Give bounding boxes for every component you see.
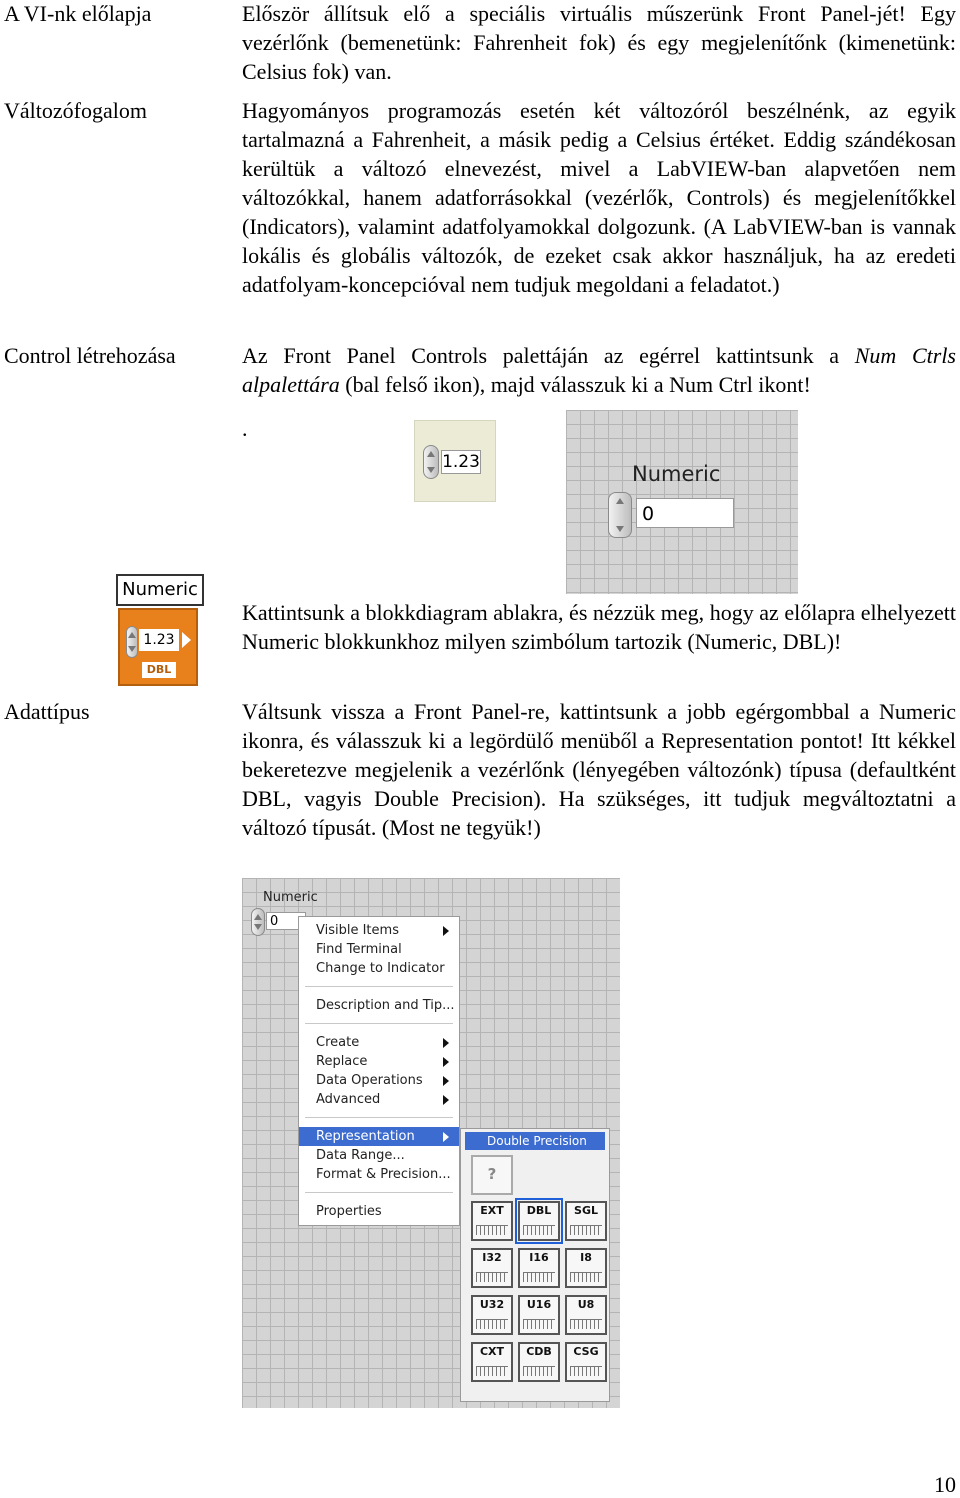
menu-item-advanced[interactable] (299, 1090, 459, 1109)
spinner-icon (126, 626, 138, 658)
menu-control-label: Numeric (263, 890, 318, 905)
menu-item-properties[interactable] (299, 1202, 459, 1221)
numeric-control-input[interactable]: 0 (636, 498, 734, 528)
chevron-right-icon (443, 1095, 449, 1105)
representation-label: I8 (580, 1251, 592, 1264)
menu-item-create[interactable] (299, 1033, 459, 1052)
paragraph-block-diagram: Kattintsunk a blokkdiagram ablakra, és nézzük meg, hogy az előlapra elhelyezett Numeric blokkunkhoz milyen szimbólum tartozik (Numeric, DBL)! (242, 600, 956, 654)
text-segment: (bal felső ikon), majd válasszuk ki a Num Ctrl ikont! (339, 372, 811, 397)
representation-i16-tile[interactable] (518, 1248, 560, 1288)
bit-pattern-icon (570, 1272, 602, 1282)
representation-cdb-tile[interactable] (518, 1342, 560, 1382)
unknown-type-tile: ? (471, 1155, 513, 1195)
menu-item-label: Advanced (316, 1092, 381, 1107)
spinner-icon (423, 445, 439, 479)
representation-label: SGL (574, 1204, 598, 1217)
menu-separator (305, 1192, 453, 1193)
menu-item-data-range[interactable] (299, 1146, 459, 1165)
chevron-right-icon (443, 1057, 449, 1067)
label-variable: Változófogalom (4, 98, 147, 123)
palette-icon-value: 1.23 (442, 452, 480, 472)
chevron-right-icon (443, 1038, 449, 1048)
menu-item-label: Change to Indicator (316, 961, 445, 976)
representation-label: U16 (526, 1298, 552, 1311)
representation-label: CDB (526, 1345, 552, 1358)
representation-label: CSG (573, 1345, 599, 1358)
menu-item-data-operations[interactable] (299, 1071, 459, 1090)
representation-u32-tile[interactable] (471, 1295, 513, 1335)
menu-item-label: Data Operations (316, 1073, 423, 1088)
representation-label: I32 (482, 1251, 502, 1264)
text-emphasis: Num Ctrls alpalettára (242, 343, 956, 397)
bit-pattern-icon (476, 1272, 508, 1282)
chevron-right-icon (443, 926, 449, 936)
bit-pattern-icon (523, 1319, 555, 1329)
representation-u16-tile[interactable] (518, 1295, 560, 1335)
representation-label: U8 (577, 1298, 595, 1311)
spinner-icon[interactable] (251, 908, 265, 936)
label-vi-front: A VI-nk előlapja (4, 1, 152, 26)
representation-label: DBL (526, 1204, 552, 1217)
context-menu-screenshot (242, 878, 620, 1408)
representation-sgl-tile[interactable] (565, 1201, 607, 1241)
numeric-terminal (116, 574, 204, 686)
label-datatype: Adattípus (4, 699, 90, 724)
menu-item-description-and-tip[interactable] (299, 996, 459, 1015)
bit-pattern-icon (570, 1319, 602, 1329)
menu-item-find-terminal[interactable] (299, 940, 459, 959)
terminal-type-badge: DBL (142, 662, 176, 678)
menu-item-format-precision[interactable] (299, 1165, 459, 1184)
representation-i32-tile[interactable] (471, 1248, 513, 1288)
bit-pattern-icon (476, 1366, 508, 1376)
front-panel-grid (566, 410, 798, 594)
terminal-arrow-icon (182, 632, 191, 648)
representation-csg-tile[interactable] (565, 1342, 607, 1382)
chevron-right-icon (443, 1076, 449, 1086)
menu-item-label: Description and Tip... (316, 998, 455, 1013)
menu-item-label: Properties (316, 1204, 382, 1219)
bit-pattern-icon (523, 1225, 555, 1235)
menu-item-label: Format & Precision... (316, 1167, 451, 1182)
bit-pattern-icon (476, 1319, 508, 1329)
chevron-right-icon (443, 1132, 449, 1142)
menu-item-visible-items[interactable] (299, 921, 459, 940)
representation-label: I16 (529, 1251, 549, 1264)
menu-separator (305, 1023, 453, 1024)
terminal-value: 1.23 (139, 629, 179, 651)
menu-item-label: Visible Items (316, 923, 399, 938)
menu-item-change-to-indicator[interactable] (299, 959, 459, 978)
menu-item-label: Data Range... (316, 1148, 405, 1163)
paragraph-variable-concept: Hagyományos programozás esetén két változóról beszélnénk, az egyik tartalmazná a Fahrenheit, a másik pedig a Celsius értéket. Eddig szándékosan kerültük a változó elnevezést, mivel a LabVIEW-ban alapvetően nem változókkal, hanem adatforrásokkal (vezérlők, Controls) és megjelenítőkkel (Indicators), valamint adatfolyamokkal dolgozunk. (A LabVIEW-ban is vannak lokális és globális változók, de ezeket csak akkor használjuk, ha az eredeti adatfolyam-koncepcióval nem tudjuk megoldani a feladatot.) (242, 98, 956, 297)
bit-pattern-icon (570, 1225, 602, 1235)
bit-pattern-icon (570, 1366, 602, 1376)
label-control-create: Control létrehozása (4, 343, 176, 368)
representation-cxt-tile[interactable] (471, 1342, 513, 1382)
menu-separator (305, 986, 453, 987)
representation-label: CXT (479, 1345, 505, 1358)
representation-label: U32 (479, 1298, 505, 1311)
menu-item-label: Create (316, 1035, 360, 1050)
context-menu (298, 916, 460, 1226)
num-ctrl-palette-icon (414, 420, 496, 502)
representation-label: EXT (480, 1204, 504, 1217)
stray-dot: . (242, 416, 248, 441)
paragraph-intro: Először állítsuk elő a speciális virtuális műszerünk Front Panel-jét! Egy vezérlőnk (bemenetünk: Fahrenheit fok) és egy megjelenítőnk (kimenetünk: Celsius fok) van. (242, 1, 956, 84)
page-number: 10 (934, 1472, 956, 1497)
terminal-label: Numeric (116, 574, 204, 606)
numeric-control-label: Numeric (632, 462, 721, 486)
representation-submenu (460, 1128, 610, 1402)
bit-pattern-icon (523, 1272, 555, 1282)
paragraph-control-create (242, 341, 956, 399)
representation-i8-tile[interactable] (565, 1248, 607, 1288)
bit-pattern-icon (523, 1366, 555, 1376)
representation-u8-tile[interactable] (565, 1295, 607, 1335)
menu-item-representation[interactable] (299, 1127, 459, 1146)
paragraph-representation: Váltsunk vissza a Front Panel-re, kattintsunk a jobb egérgombbal a Numeric ikonra, és válasszuk ki a legördülő menüből a Representation pontot! Itt kékkel bekeretezve megjelenik a vezérlőnk (lényegében változónk) típusa (defaultként DBL, vagyis Double Precision). Ha szükséges, itt tudjuk megváltoztatni a változó típusát. (Most ne tegyük!) (242, 699, 956, 840)
menu-separator (305, 1117, 453, 1118)
menu-item-label: Representation (316, 1129, 415, 1144)
text-segment: Az Front Panel Controls palettáján az egérrel kattintsunk a (242, 343, 855, 368)
spinner-icon[interactable] (608, 492, 632, 538)
representation-ext-tile[interactable] (471, 1201, 513, 1241)
submenu-title: Double Precision (465, 1132, 605, 1150)
menu-item-replace[interactable] (299, 1052, 459, 1071)
menu-control-input[interactable]: 0 (266, 912, 306, 930)
menu-item-label: Find Terminal (316, 942, 402, 957)
bit-pattern-icon (476, 1225, 508, 1235)
representation-dbl-tile[interactable] (518, 1201, 560, 1241)
terminal-body (118, 608, 198, 686)
menu-item-label: Replace (316, 1054, 368, 1069)
